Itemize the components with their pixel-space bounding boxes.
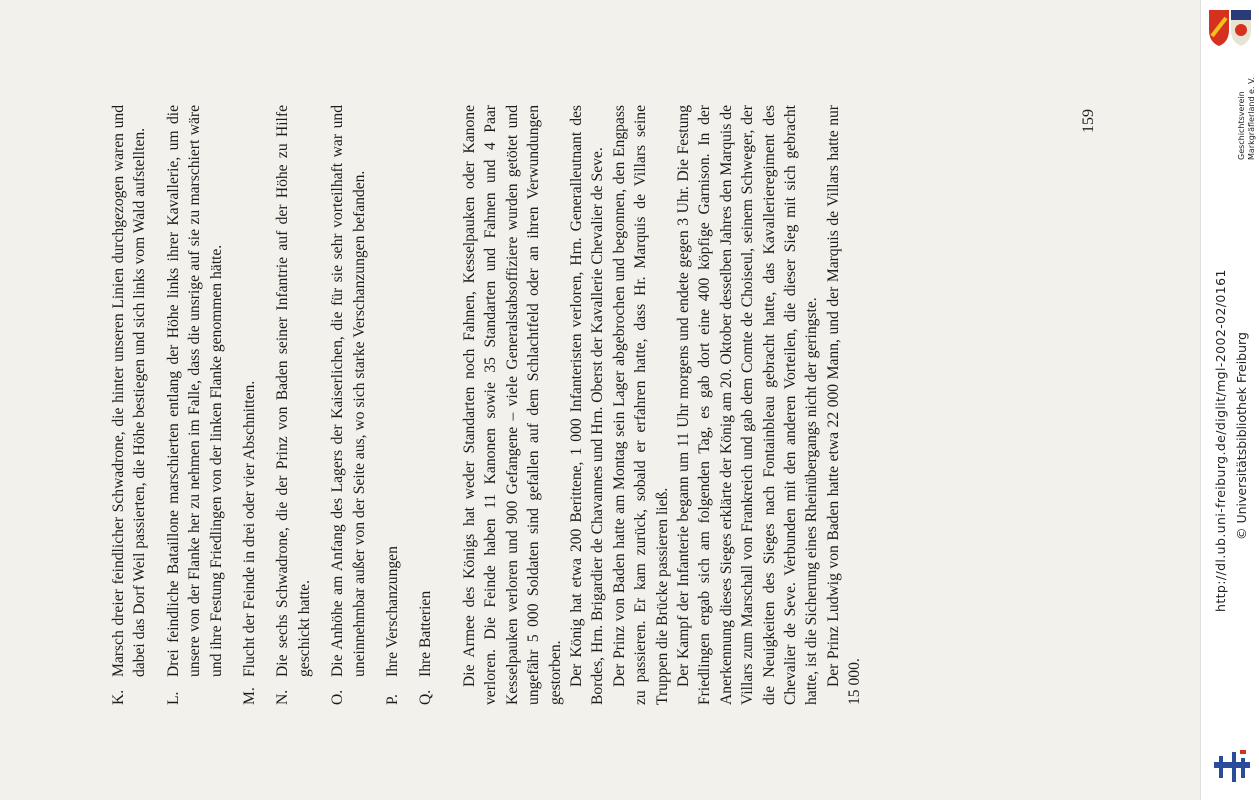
legend-item-p: [382, 105, 403, 705]
legend-label: K.: [110, 689, 127, 705]
legend-item-o: [327, 105, 370, 705]
body-paragraph: Der Prinz von Baden hatte am Montag sein Lager abgebrochen und begonnen, den Engpass zu passieren. Er kam zurück, sobald er erfahren hatte, dass Hr. Marquis de Villars seine Truppen die Brücke passieren ließ.: [610, 105, 671, 705]
legend-label: O.: [329, 689, 347, 705]
legend-label: L.: [164, 691, 182, 705]
legend-text: Die Anhöhe am Anfang des Lagers der Kaiserlichen, die für sie sehr vorteilhaft war und uneinnehmbar außer von der Seite aus, wo sich starke Verschanzungen befanden.: [329, 105, 368, 677]
section-gap: [449, 105, 459, 705]
document-url[interactable]: http://dl.ub.uni-freiburg.de/diglit/mgl-2002-02/0161: [1213, 269, 1228, 612]
copyright-notice: © Universitätsbibliothek Freiburg: [1234, 332, 1249, 540]
body-paragraph: Die Armee des Königs hat weder Standarten noch Fahnen, Kesselpauken oder Kanone verloren. Die Feinde haben 11 Kanonen sowie 35 Standarten und Fahnen und 4 Paar Kesselpauken verloren und 900 Gefangene – viele Generalstabsoffiziere wurden getötet und ungefähr 5 000 Soldaten sind gefallen auf dem Schlachtfeld oder an ihren Verwundungen gestorben.: [460, 105, 564, 705]
ub-freiburg-logo-icon: [1210, 748, 1254, 784]
legend-label: M.: [241, 687, 259, 705]
body-paragraph: Der Prinz Ludwig von Baden hatte etwa 22 000 Mann, und der Marquis de Villars hatte nur 15 000.: [824, 105, 864, 705]
legend-text: Ihre Batterien: [417, 590, 435, 677]
body-paragraph: Der König hat etwa 200 Berittene, 1 000 Infanteristen verloren, Hrn. Generalleutnant des Bordes, Hrn. Brigardier de Chavannes und Hrn. Oberst der Kavallerie Chevalier de Seve.: [567, 105, 607, 705]
body-paragraph: Der Kampf der Infanterie begann um 11 Uhr morgens und endete gegen 3 Uhr. Die Festung Friedlingen ergab sich am folgenden Tag, es gab dort eine 400 köpfige Garnison. In der Anerkennung dieses Sieges erklärte der König am 20. Oktober desselben Jahres den Marquis de Villars zum Marschall von Frankreich und gab dem Comte de Choiseul, seinem Schweger, der die Neuigkeiten des Sieges nach Fontainbleau gebracht hatte, das Kavallerieregiment des Chevalier de Seve. Verbunden mit den anderen Vorteilen, die dieser Sieg mit sich gebracht hatte, ist die Sicherung eines Rheinübergangs nicht der geringste.: [674, 105, 821, 705]
club-name-line-1: Geschichtsverein: [1237, 91, 1246, 160]
legend-label: Q.: [417, 689, 435, 705]
legend-text: Flucht der Feinde in drei oder vier Abschnitten.: [241, 380, 259, 677]
legend-text: Drei feindliche Bataillone marschierten entlang der Höhe links ihrer Kavallerie, um die unsere von der Flanke her zu nehmen im Falle, dass die unsrige auf sie zu marschiert wäre und ihre Festung Friedlingen von der linken Flanke genommen hätte.: [164, 105, 225, 677]
page-text: [108, 105, 866, 705]
legend-text: Marsch dreier feindlicher Schwadrone, die hinter unseren Linien durchgezogen waren und dabei das Dorf Weil passierten, die Höhe bestiegen und sich links vom Wald aufstellten.: [110, 105, 149, 677]
legend-text: Die sechs Schwadrone, die der Prinz von Baden seiner Infantrie auf der Höhe zu Hilfe geschickt hatte.: [274, 105, 313, 677]
club-name-line-2: Markgräflerland e. V.: [1247, 76, 1256, 160]
coat-of-arms-icon: [1207, 8, 1253, 48]
legend-label: P.: [384, 694, 402, 705]
legend-item-k: [108, 105, 151, 705]
legend-item-m: [239, 105, 260, 705]
legend-item-n: [272, 105, 315, 705]
legend-item-l: [163, 105, 227, 705]
legend-text: Ihre Verschanzungen: [384, 546, 402, 677]
legend-label: N.: [274, 689, 292, 705]
page-number: 159: [1080, 109, 1097, 133]
legend-item-q: [415, 105, 436, 705]
